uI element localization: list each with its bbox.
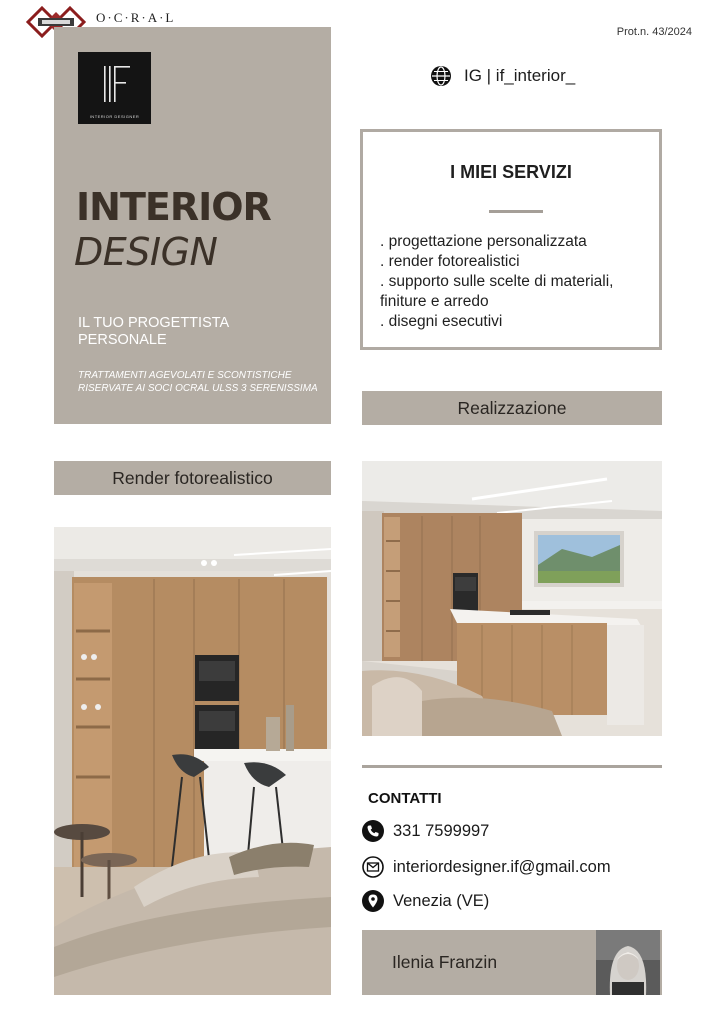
realization-photo (362, 461, 662, 736)
hero-panel (54, 27, 331, 424)
protocol-number: Prot.n. 43/2024 (616, 26, 692, 38)
service-item: . progettazione personalizzata (380, 233, 587, 250)
contact-email[interactable] (362, 854, 611, 880)
hero-tagline: IL TUO PROGETTISTA PERSONALE (78, 315, 229, 348)
services-list (380, 232, 650, 332)
if-monogram-icon (100, 64, 134, 104)
realization-label: Realizzazione (362, 391, 662, 425)
designer-avatar (596, 930, 660, 995)
ocral-name: O·C·R·A·L (96, 10, 176, 25)
designer-signature-bar (362, 930, 662, 995)
if-logo-caption: INTERIOR DESIGNER (89, 114, 140, 119)
service-item: . disegni esecutivi (380, 313, 503, 330)
contact-location[interactable] (362, 888, 489, 914)
render-label: Render fotorealistico (54, 461, 331, 495)
if-brand-logo (78, 52, 151, 124)
location-pin-icon (362, 890, 384, 912)
render-photo (54, 527, 331, 995)
email-icon (362, 856, 384, 878)
location-text: Venezia (VE) (393, 891, 490, 910)
service-item: . render fotorealistici (380, 253, 520, 270)
hero-title-design: DESIGN (74, 230, 218, 274)
service-item: . supporto sulle scelte di materiali, finiture e arredo (380, 273, 614, 310)
globe-icon (430, 65, 452, 87)
contacts-title: CONTATTI (368, 790, 442, 807)
hero-promo-text: TRATTAMENTI AGEVOLATI E SCONTISTICHE RISERVATE AI SOCI OCRAL ULSS 3 SERENISSIMA (78, 370, 318, 394)
contact-phone[interactable] (362, 818, 489, 844)
services-box (360, 129, 662, 350)
services-divider (489, 210, 543, 213)
contacts-divider (362, 765, 662, 768)
instagram-text: IG | if_interior_ (464, 66, 576, 85)
designer-name: Ilenia Franzin (392, 952, 498, 972)
hero-title-interior: INTERIOR (76, 185, 271, 229)
email-address: interiordesigner.if@gmail.com (393, 857, 611, 876)
phone-icon (362, 820, 384, 842)
services-title: I MIEI SERVIZI (450, 162, 572, 182)
phone-number: 331 7599997 (393, 821, 490, 840)
instagram-handle[interactable] (430, 64, 575, 88)
